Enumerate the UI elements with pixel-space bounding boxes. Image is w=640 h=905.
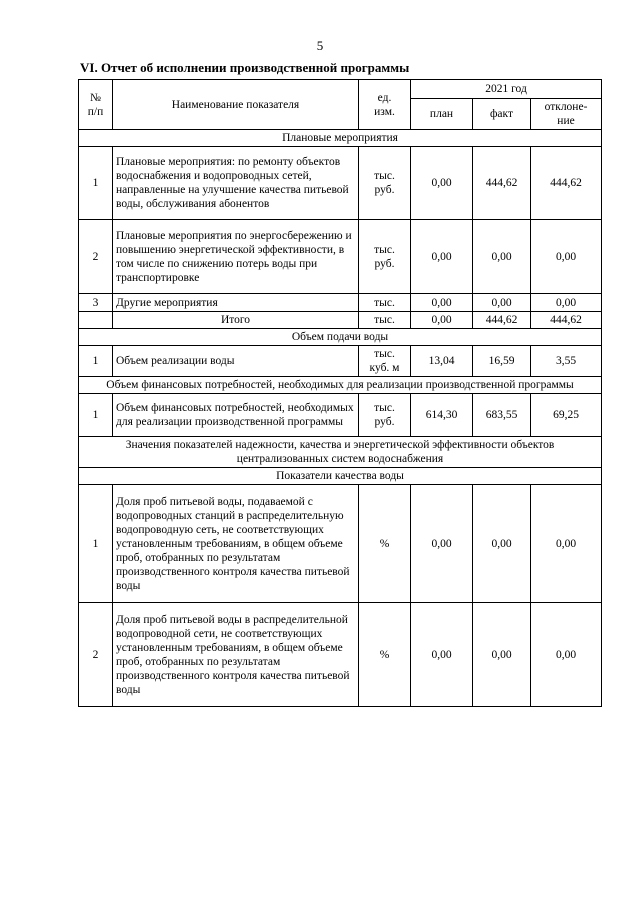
table-row: [79, 485, 602, 603]
row-unit: тыс. руб.: [359, 220, 411, 294]
row-name: Другие мероприятия: [113, 294, 359, 312]
table-row: [79, 603, 602, 707]
row-number: [79, 312, 113, 329]
row-deviation: 444,62: [531, 147, 602, 220]
table-row: [79, 394, 602, 437]
row-unit: %: [359, 485, 411, 603]
row-deviation: 444,62: [531, 312, 602, 329]
table-header-row: [79, 80, 602, 99]
table-row: [79, 147, 602, 220]
section-header-row: [79, 130, 602, 147]
row-unit: тыс.: [359, 294, 411, 312]
header-name: Наименование показателя: [113, 80, 359, 130]
section-header: Объем финансовых потребностей, необходимых для реализации производственной программы: [79, 377, 602, 394]
row-plan: 614,30: [411, 394, 473, 437]
row-number: 1: [79, 147, 113, 220]
section-header-row: [79, 437, 602, 468]
row-plan: 0,00: [411, 485, 473, 603]
header-deviation: отклоне- ние: [531, 99, 602, 130]
row-deviation: 0,00: [531, 220, 602, 294]
section-header-row: [79, 377, 602, 394]
row-fact: 0,00: [473, 220, 531, 294]
header-year: 2021 год: [411, 80, 602, 99]
row-fact: 683,55: [473, 394, 531, 437]
row-unit: тыс.: [359, 312, 411, 329]
row-number: 1: [79, 485, 113, 603]
row-deviation: 69,25: [531, 394, 602, 437]
table-row: [79, 346, 602, 377]
table-row: [79, 294, 602, 312]
section-header-row: [79, 468, 602, 485]
page-number: 5: [316, 38, 324, 53]
row-deviation: 0,00: [531, 294, 602, 312]
row-fact: 0,00: [473, 603, 531, 707]
row-name: Доля проб питьевой воды в распределительной водопроводной сети, не соответствующих установленным требованиям, в общем объеме проб, отобранных по результатам производственного контроля качества питьевой воды: [113, 603, 359, 707]
table-row: [79, 220, 602, 294]
row-unit: %: [359, 603, 411, 707]
report-table: [78, 79, 602, 707]
row-plan: 0,00: [411, 312, 473, 329]
row-number: 3: [79, 294, 113, 312]
section-header-row: [79, 329, 602, 346]
row-name: Плановые мероприятия по энергосбережению и повышению энергетической эффективности, в том числе по снижению потерь воды при транспортировке: [113, 220, 359, 294]
row-number: 1: [79, 394, 113, 437]
row-plan: 0,00: [411, 294, 473, 312]
row-number: 2: [79, 220, 113, 294]
section-header: Показатели качества воды: [79, 468, 602, 485]
row-deviation: 0,00: [531, 603, 602, 707]
row-name: Плановые мероприятия: по ремонту объектов водоснабжения и водопроводных сетей, направленные на улучшение качества питьевой воды, обслуживания абонентов: [113, 147, 359, 220]
row-plan: 0,00: [411, 603, 473, 707]
section-header: Значения показателей надежности, качества и энергетической эффективности объектов централизованных систем водоснабжения: [79, 437, 602, 468]
table-row: [79, 312, 602, 329]
row-fact: 444,62: [473, 312, 531, 329]
row-deviation: 0,00: [531, 485, 602, 603]
header-plan: план: [411, 99, 473, 130]
section-title: VI. Отчет об исполнении производственной программы: [80, 60, 410, 75]
row-plan: 0,00: [411, 220, 473, 294]
row-fact: 16,59: [473, 346, 531, 377]
row-plan: 0,00: [411, 147, 473, 220]
section-header: Объем подачи воды: [79, 329, 602, 346]
row-name: Итого: [113, 312, 359, 329]
header-fact: факт: [473, 99, 531, 130]
row-plan: 13,04: [411, 346, 473, 377]
row-unit: тыс. руб.: [359, 394, 411, 437]
row-number: 2: [79, 603, 113, 707]
header-unit: ед. изм.: [359, 80, 411, 130]
row-deviation: 3,55: [531, 346, 602, 377]
row-fact: 0,00: [473, 294, 531, 312]
row-fact: 0,00: [473, 485, 531, 603]
row-fact: 444,62: [473, 147, 531, 220]
row-number: 1: [79, 346, 113, 377]
row-unit: тыс. руб.: [359, 147, 411, 220]
header-num: № п/п: [79, 80, 113, 130]
section-header: Плановые мероприятия: [79, 130, 602, 147]
row-name: Объем реализации воды: [113, 346, 359, 377]
row-name: Доля проб питьевой воды, подаваемой с водопроводных станций в распределительную водопроводную сеть, не соответствующих установленным требованиям, в общем объеме проб, отобранных по результатам производственного контроля качества питьевой воды: [113, 485, 359, 603]
row-name: Объем финансовых потребностей, необходимых для реализации производственной программы: [113, 394, 359, 437]
row-unit: тыс. куб. м: [359, 346, 411, 377]
